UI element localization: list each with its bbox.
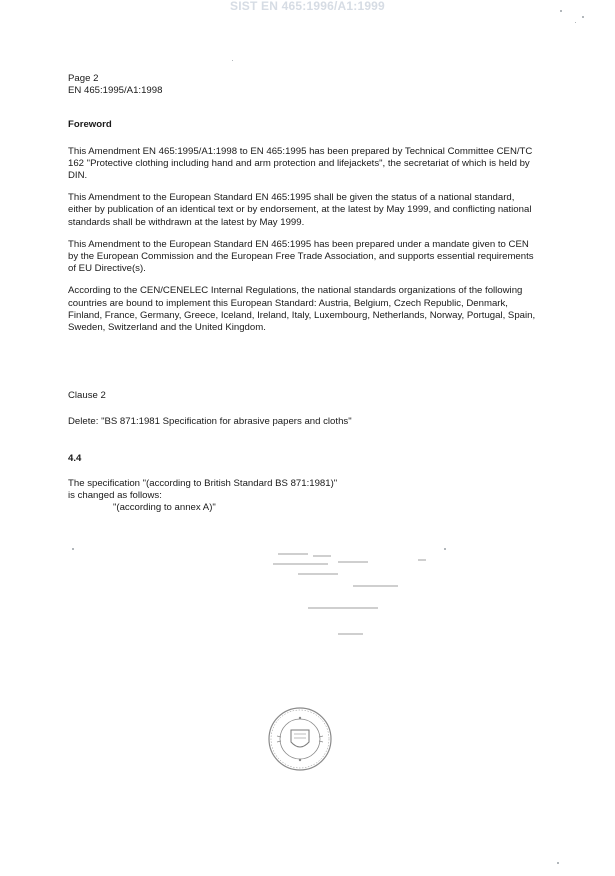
section-4-4-heading: 4.4 — [68, 452, 82, 464]
document-watermark: SIST EN 465:1996/A1:1999 — [230, 0, 385, 13]
faded-stamp-residue — [268, 545, 438, 645]
foreword-paragraph: This Amendment to the European Standard EN 465:1995 has been prepared under a mandate given to CEN by the European Commission and the European Free Trade Association, and supports essential requirements of EU Directive(s). — [68, 238, 534, 275]
clause-2-text: Delete: "BS 871:1981 Specification for abrasive papers and cloths" — [68, 416, 352, 428]
foreword-heading: Foreword — [68, 119, 112, 131]
spacer — [68, 344, 538, 390]
section-4-4-line: is changed as follows: — [68, 490, 162, 502]
scan-speck — [232, 60, 233, 61]
foreword-paragraph: This Amendment to the European Standard EN 465:1995 shall be given the status of a national standard, either by publication of an identical text or by endorsement, at the latest by May 1999, and conflicting national standards shall be withdrawn at the latest by May 1999. — [68, 192, 532, 228]
scan-speck — [72, 548, 74, 550]
document-page — [68, 73, 538, 514]
section-4-4-line-indented: "(according to annex A)" — [113, 502, 216, 514]
page-header — [68, 73, 538, 97]
scan-speck — [582, 16, 584, 18]
scan-speck — [575, 22, 576, 23]
scan-speck — [560, 10, 562, 12]
official-seal-icon — [267, 706, 333, 772]
scan-speck — [444, 548, 446, 550]
clause-2-heading: Clause 2 — [68, 390, 106, 402]
section-4-4-body — [68, 478, 538, 515]
document-id: EN 465:1995/A1:1998 — [68, 85, 163, 97]
page-number: Page 2 — [68, 73, 99, 84]
foreword-paragraph: According to the CEN/CENELEC Internal Regulations, the national standards organizations of the following countries are bound to implement this European Standard: Austria, Belgium, Czech Republic, Denmark, Finland, France, Germany, Greece, Iceland, Ireland, Italy, Luxembourg, Netherlands, Norway, Portugal, Spain, Sweden, Switzerland and the United Kingdom. — [68, 285, 536, 334]
section-4-4-line: The specification "(according to British Standard BS 871:1981)" — [68, 477, 338, 489]
foreword-paragraph: This Amendment EN 465:1995/A1:1998 to EN 465:1995 has been prepared by Technical Committee CEN/TC 162 "Protective clothing including hand and arm protection and lifejackets", the secretariat of which is held by DIN. — [68, 145, 533, 182]
scan-speck — [557, 862, 559, 864]
